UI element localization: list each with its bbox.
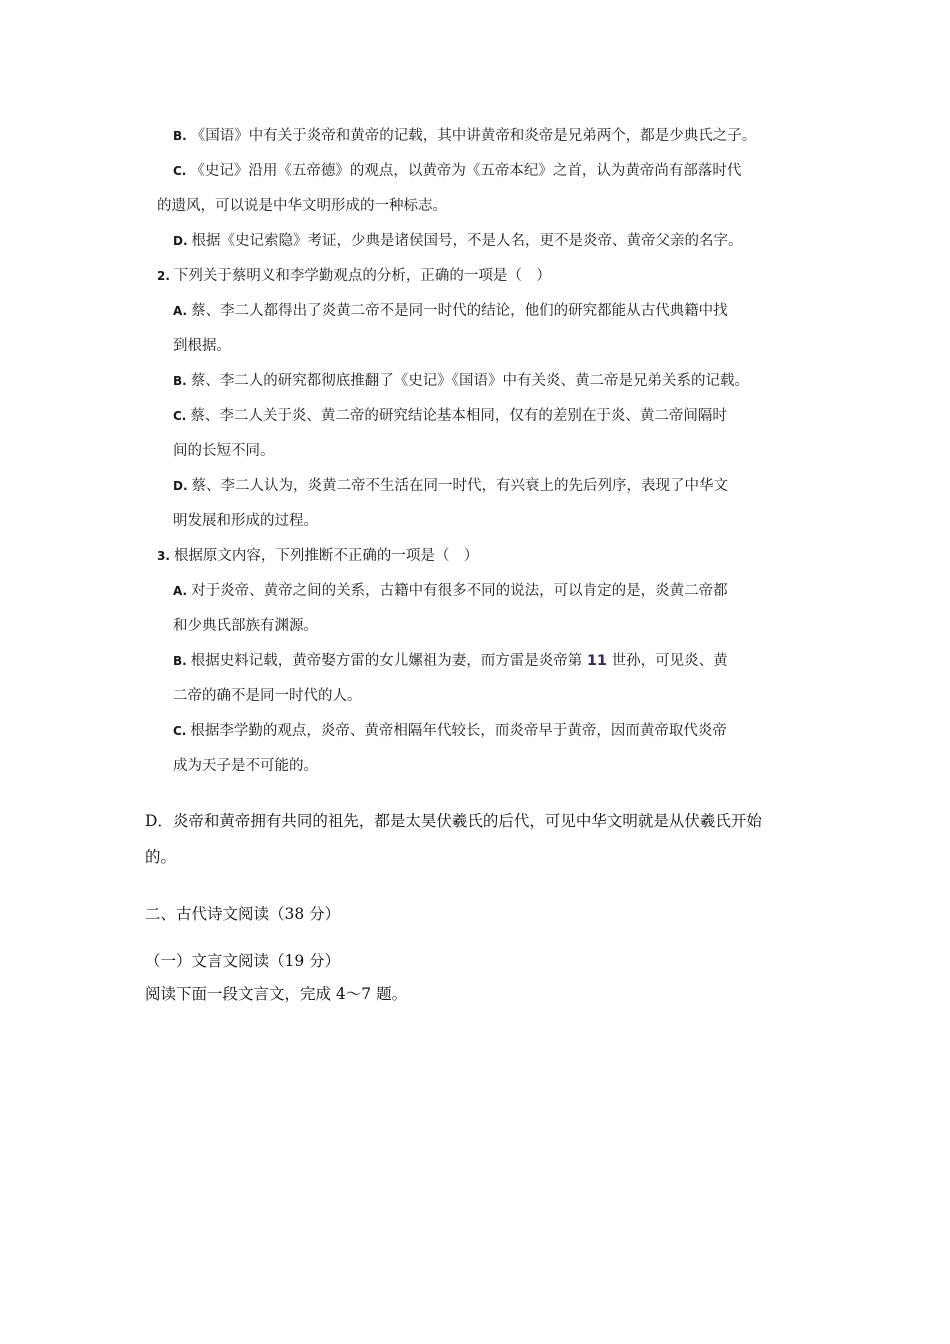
q3-option-c-line1: 根据李学勤的观点，炎帝、黄帝相隔年代较长，而炎帝早于黄帝，因而黄帝取代炎帝 [190,723,727,739]
q2-option-d-label: D. [173,479,188,493]
q2-option-c-line1: 蔡、李二人关于炎、黄二帝的研究结论基本相同，仅有的差别在于炎、黄二帝间隔时 [190,408,727,424]
q2-option-c-line2: 间的长短不同。 [173,443,275,459]
q1-option-b-text: 《国语》中有关于炎帝和黄帝的记载，其中讲黄帝和炎帝是兄弟两个，都是少典氏之子。 [190,128,757,144]
q1-option-c [173,161,741,181]
q3-option-a-line2: 和少典氏部族有渊源。 [173,618,318,634]
q3-stem-text: 根据原文内容，下列推断不正确的一项是（ ） [173,548,479,564]
q2-option-a-line2: 到根据。 [173,338,231,354]
q1-option-d [173,231,743,251]
q3-option-d-line2: 的。 [145,848,177,866]
q3-option-c [173,721,727,741]
q3-option-d-line1: D．炎帝和黄帝拥有共同的祖先，都是太昊伏羲氏的后代，可见中华文明就是从伏羲氏开始 [145,812,762,830]
q2-stem [157,266,551,286]
section-subheading: （一）文言文阅读（19 分） [145,952,341,970]
q2-option-a-label: A. [173,304,188,318]
section-heading: 二、古代诗文阅读（38 分） [145,905,341,923]
q2-option-b [173,371,749,391]
q1-option-b [173,126,756,146]
q2-option-a [173,301,728,321]
q2-option-a-line1: 蔡、李二人都得出了炎黄二帝不是同一时代的结论，他们的研究都能从古代典籍中找 [191,303,728,319]
q2-option-d [173,476,728,496]
q3-option-a [173,581,728,601]
q2-option-d-line1: 蔡、李二人认为，炎黄二帝不生活在同一时代，有兴衰上的先后列序，表现了中华文 [191,478,729,494]
q1-option-c-line2: 的遗风，可以说是中华文明形成的一种标志。 [157,198,447,214]
q3-option-b [173,651,728,671]
q3-option-b-line1-post: 世孙，可见炎、黄 [611,653,728,669]
q3-option-b-number: 11 [586,653,608,669]
q3-stem [157,546,478,566]
q2-option-b-label: B. [173,374,187,388]
q3-number: 3. [157,549,170,563]
q3-option-b-label: B. [173,654,187,668]
section-instruction: 阅读下面一段文言文，完成 4～7 题。 [145,985,408,1003]
q2-number: 2. [157,269,170,283]
q3-option-c-label: C. [173,724,187,738]
q2-option-b-text: 蔡、李二人的研究都彻底推翻了《史记》《国语》中有关炎、黄二帝是兄弟关系的记载。 [190,373,749,389]
q3-option-b-line1-pre: 根据史料记载，黄帝娶方雷的女儿嫘祖为妻，而方雷是炎帝第 [190,653,583,669]
q3-option-c-line2: 成为天子是不可能的。 [173,758,318,774]
q1-option-d-label: D. [173,234,188,248]
q2-option-d-line2: 明发展和形成的过程。 [173,513,318,529]
q1-option-d-text: 根据《史记索隐》考证，少典是诸侯国号，不是人名，更不是炎帝、黄帝父亲的名字。 [191,233,743,249]
q1-option-c-line1: 《史记》沿用《五帝德》的观点，以黄帝为《五帝本纪》之首，认为黄帝尚有部落时代 [190,163,742,179]
q1-option-b-label: B. [173,129,187,143]
q2-option-c-label: C. [173,409,187,423]
q3-option-b-line2: 二帝的确不是同一时代的人。 [173,688,362,704]
q2-stem-text: 下列关于蔡明义和李学勤观点的分析，正确的一项是（ ） [173,268,551,284]
q1-option-c-label: C. [173,164,187,178]
q3-option-a-line1: 对于炎帝、黄帝之间的关系，古籍中有很多不同的说法，可以肯定的是，炎黄二帝都 [191,583,728,599]
q3-option-a-label: A. [173,584,188,598]
q2-option-c [173,406,727,426]
